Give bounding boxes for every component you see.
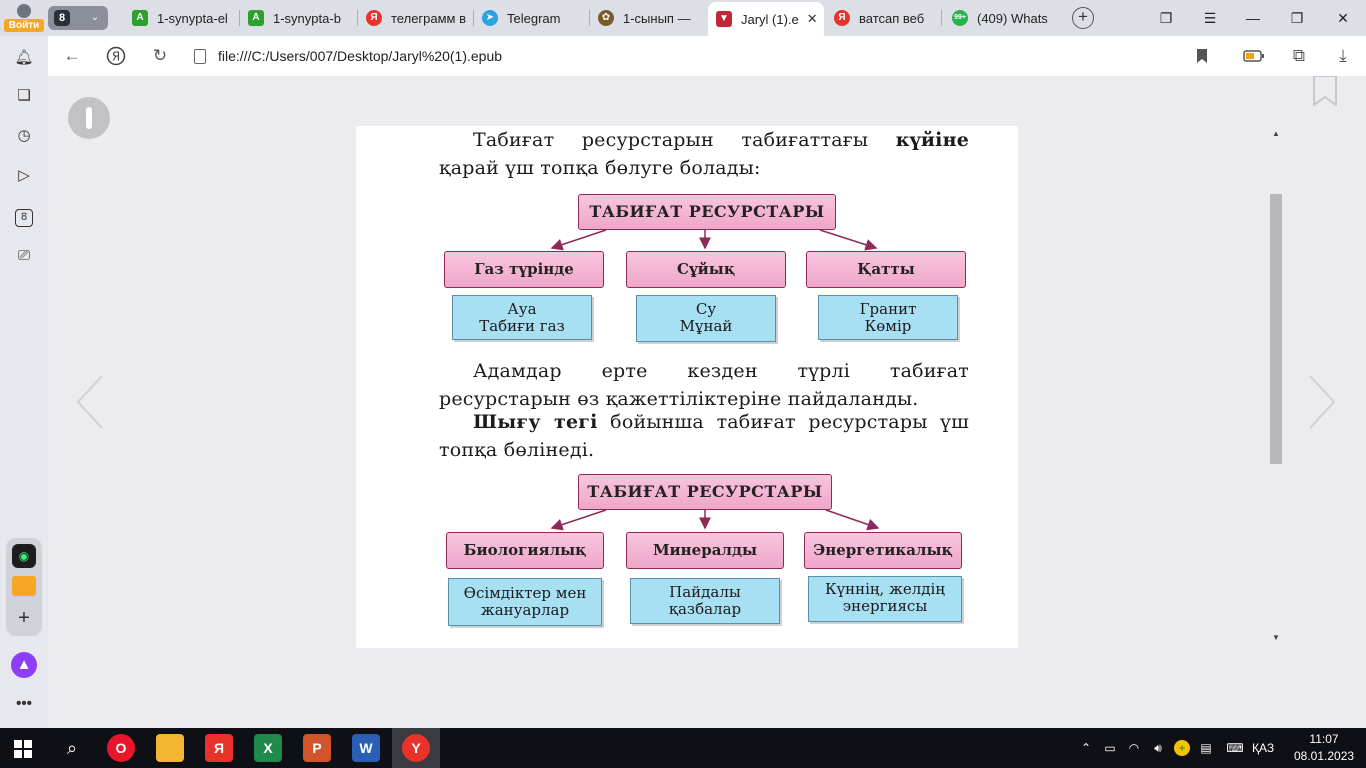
paragraph-1-text-c: қарай үш топқа бөлуге болады: bbox=[439, 157, 761, 179]
windows-start-icon[interactable] bbox=[14, 740, 32, 758]
svg-text:Я: Я bbox=[111, 49, 121, 64]
powerpoint-icon[interactable]: P bbox=[303, 734, 331, 762]
diagram-2-examples bbox=[630, 578, 780, 624]
menu-icon[interactable]: ☰ bbox=[1203, 10, 1217, 26]
close-icon[interactable]: ✕ bbox=[806, 11, 818, 26]
tab-favicon-icon: Я bbox=[366, 10, 382, 26]
search-icon[interactable]: ⌕ bbox=[66, 738, 78, 758]
back-button[interactable]: ← bbox=[63, 46, 81, 65]
diagram-2-category: Энергетикалық bbox=[804, 532, 962, 569]
reader-menu-button[interactable] bbox=[68, 97, 110, 139]
alice-panel-icon[interactable]: ◉ bbox=[12, 544, 36, 568]
tab-4[interactable] bbox=[474, 4, 590, 32]
tab-title: 1-synypta-b bbox=[273, 10, 341, 26]
tab-3[interactable] bbox=[358, 4, 474, 32]
diagram-1-examples bbox=[636, 295, 776, 342]
sidebar-badge: 8 bbox=[15, 209, 33, 227]
clock[interactable] bbox=[1294, 731, 1354, 765]
page-bookmark-icon[interactable] bbox=[1312, 76, 1338, 106]
example-line: Ауа bbox=[507, 300, 537, 318]
diagram-2-head: ТАБИҒАТ РЕСУРСТАРЫ bbox=[578, 474, 832, 510]
example-line: Көмір bbox=[864, 317, 912, 335]
yandex-browser-icon[interactable]: Я bbox=[205, 734, 233, 762]
tab-favicon-icon: A bbox=[132, 10, 148, 26]
clock-date: 08.01.2023 bbox=[1294, 749, 1355, 763]
url-field[interactable] bbox=[186, 42, 1226, 70]
example-line: энергиясы bbox=[842, 597, 928, 615]
minimize-icon[interactable]: — bbox=[1246, 10, 1260, 26]
extensions-button[interactable]: ⧉ bbox=[1292, 46, 1306, 65]
paragraph-1-text-a: Табиғат ресурстарын табиғаттағы bbox=[473, 129, 896, 151]
more-icon[interactable]: ••• bbox=[16, 695, 32, 712]
diagram-1-category: Сұйық bbox=[626, 251, 786, 288]
language-indicator[interactable]: ҚАЗ bbox=[1252, 741, 1275, 755]
scroll-down-icon[interactable]: ▼ bbox=[1272, 633, 1280, 642]
scrollbar-thumb[interactable] bbox=[1270, 194, 1282, 464]
example-line: Күннің, желдің bbox=[825, 580, 945, 598]
example-line: жануарлар bbox=[480, 601, 570, 619]
example-line: Өсімдіктер мен bbox=[463, 584, 587, 602]
paragraph-1 bbox=[439, 126, 969, 182]
excel-icon[interactable]: X bbox=[254, 734, 282, 762]
diagram-1-examples bbox=[452, 295, 592, 340]
word-icon[interactable]: W bbox=[352, 734, 380, 762]
bookmark-button[interactable] bbox=[1190, 44, 1214, 68]
paragraph-3-bold: Шығу тегі bbox=[473, 411, 598, 433]
screenshot-icon[interactable]: ⎚ bbox=[17, 247, 30, 264]
prev-page-button[interactable] bbox=[74, 372, 108, 432]
reload-button[interactable]: ↻ bbox=[152, 46, 168, 65]
new-tab-button[interactable]: + bbox=[1072, 7, 1094, 29]
add-icon[interactable]: + bbox=[18, 607, 30, 629]
tab-2[interactable] bbox=[240, 4, 358, 32]
download-button[interactable]: ⤓ bbox=[1339, 46, 1347, 65]
tab-favicon-icon: ▼ bbox=[716, 11, 732, 27]
bell-icon[interactable]: 🔔︎ bbox=[14, 49, 34, 66]
collections-icon[interactable]: ❏ bbox=[17, 87, 31, 104]
url-text: file:///C:/Users/007/Desktop/Jaryl%20(1).epub bbox=[218, 48, 503, 64]
mail-icon[interactable] bbox=[12, 576, 36, 596]
menu-bar-icon bbox=[86, 107, 92, 129]
diagram-2-examples bbox=[808, 576, 962, 622]
sidebar bbox=[0, 36, 48, 728]
volume-icon[interactable]: 🔊︎ bbox=[1154, 741, 1162, 755]
yandex-icon[interactable]: Y bbox=[402, 734, 430, 762]
paragraph-3-text: бойынша табиғат ресурстары үш топқа бөлінеді. bbox=[439, 411, 969, 461]
example-line: Пайдалы bbox=[669, 583, 741, 601]
telegram-icon: ➤ bbox=[482, 10, 498, 26]
profile-label: Войти bbox=[4, 19, 44, 32]
epub-reader bbox=[48, 76, 1366, 728]
example-line: Мұнай bbox=[679, 317, 733, 335]
paragraph-3 bbox=[439, 408, 969, 464]
chevron-down-icon: ⌄ bbox=[90, 12, 100, 23]
diagram-2-category: Биологиялық bbox=[446, 532, 604, 569]
example-line: қазбалар bbox=[668, 600, 742, 618]
tab-bar bbox=[0, 0, 1366, 36]
whatsapp-icon: 99+ bbox=[952, 10, 968, 26]
tab-6-active[interactable] bbox=[708, 2, 824, 36]
battery-tray-icon[interactable]: ▭ bbox=[1104, 741, 1116, 755]
tab-title: телеграмм в bbox=[391, 10, 467, 26]
tab-title: Telegram bbox=[507, 10, 561, 26]
scroll-up-icon[interactable]: ▲ bbox=[1272, 129, 1280, 138]
paragraph-1-bold: күйіне bbox=[895, 129, 969, 151]
book-page bbox=[356, 126, 1018, 648]
tab-8[interactable] bbox=[944, 4, 1060, 32]
keyboard-icon[interactable]: ⌨ bbox=[1226, 741, 1244, 755]
diagram-2-examples bbox=[448, 578, 602, 626]
diagram-1-examples bbox=[818, 295, 958, 340]
chevron-up-icon[interactable]: ⌃ bbox=[1080, 741, 1092, 755]
tab-favicon-icon: A bbox=[248, 10, 264, 26]
example-line: Су bbox=[695, 300, 717, 318]
wifi-icon[interactable]: ◠ bbox=[1128, 741, 1140, 755]
battery-saver-button[interactable] bbox=[1242, 44, 1266, 68]
yandex-button[interactable] bbox=[104, 44, 128, 68]
tab-favicon-icon: ✿ bbox=[598, 10, 614, 26]
address-bar bbox=[0, 36, 1366, 76]
app-tray-icon[interactable]: + bbox=[1174, 740, 1190, 756]
notification-icon[interactable]: ▤ bbox=[1200, 741, 1212, 755]
play-icon[interactable]: ▷ bbox=[18, 167, 30, 184]
tabs-badge-icon[interactable] bbox=[12, 204, 36, 228]
windows-taskbar bbox=[0, 728, 1366, 768]
tab-separator bbox=[941, 10, 942, 26]
tab-count: 8 bbox=[54, 10, 70, 26]
document-icon bbox=[194, 49, 206, 64]
tab-title: Jaryl (1).e bbox=[741, 11, 799, 27]
diagram-1-head: ТАБИҒАТ РЕСУРСТАРЫ bbox=[578, 194, 836, 230]
user-icon bbox=[17, 4, 31, 18]
alice-icon[interactable]: ▲ bbox=[11, 652, 37, 678]
clock-time: 11:07 bbox=[1309, 732, 1339, 746]
opera-icon[interactable]: O bbox=[107, 734, 135, 762]
file-explorer-icon[interactable] bbox=[156, 734, 184, 762]
tab-manager-icon[interactable]: ❐ bbox=[1159, 10, 1173, 26]
tab-title: (409) Whats bbox=[977, 10, 1048, 26]
tab-1[interactable] bbox=[124, 4, 240, 32]
window-close-icon[interactable]: ✕ bbox=[1337, 10, 1349, 26]
profile-button[interactable] bbox=[4, 2, 44, 34]
tab-5[interactable] bbox=[590, 4, 706, 32]
diagram-1-category: Газ түрінде bbox=[444, 251, 604, 288]
tab-title: ватсап веб bbox=[859, 10, 925, 26]
tab-favicon-icon: Я bbox=[834, 10, 850, 26]
bookmark-icon bbox=[1195, 48, 1209, 64]
yandex-icon bbox=[106, 46, 126, 66]
example-line: Гранит bbox=[859, 300, 917, 318]
next-page-button[interactable] bbox=[1304, 372, 1338, 432]
paragraph-2: Адамдар ерте кезден түрлі табиғат ресурстарын өз қажеттіліктеріне пайдаланды. bbox=[439, 360, 969, 410]
battery-icon bbox=[1243, 49, 1265, 63]
sidebar-apps-group bbox=[6, 538, 42, 636]
tab-7[interactable] bbox=[826, 4, 942, 32]
diagram-2-category: Минералды bbox=[626, 532, 784, 569]
diagram-1-category: Қатты bbox=[806, 251, 966, 288]
tab-title: 1-synypta-el bbox=[157, 10, 228, 26]
restore-icon[interactable]: ❐ bbox=[1290, 10, 1304, 26]
example-line: Табиғи газ bbox=[479, 317, 565, 335]
tab-counter-button[interactable] bbox=[48, 6, 108, 30]
history-icon[interactable]: ◷ bbox=[17, 127, 31, 144]
tab-title: 1-сынып — bbox=[623, 10, 691, 26]
